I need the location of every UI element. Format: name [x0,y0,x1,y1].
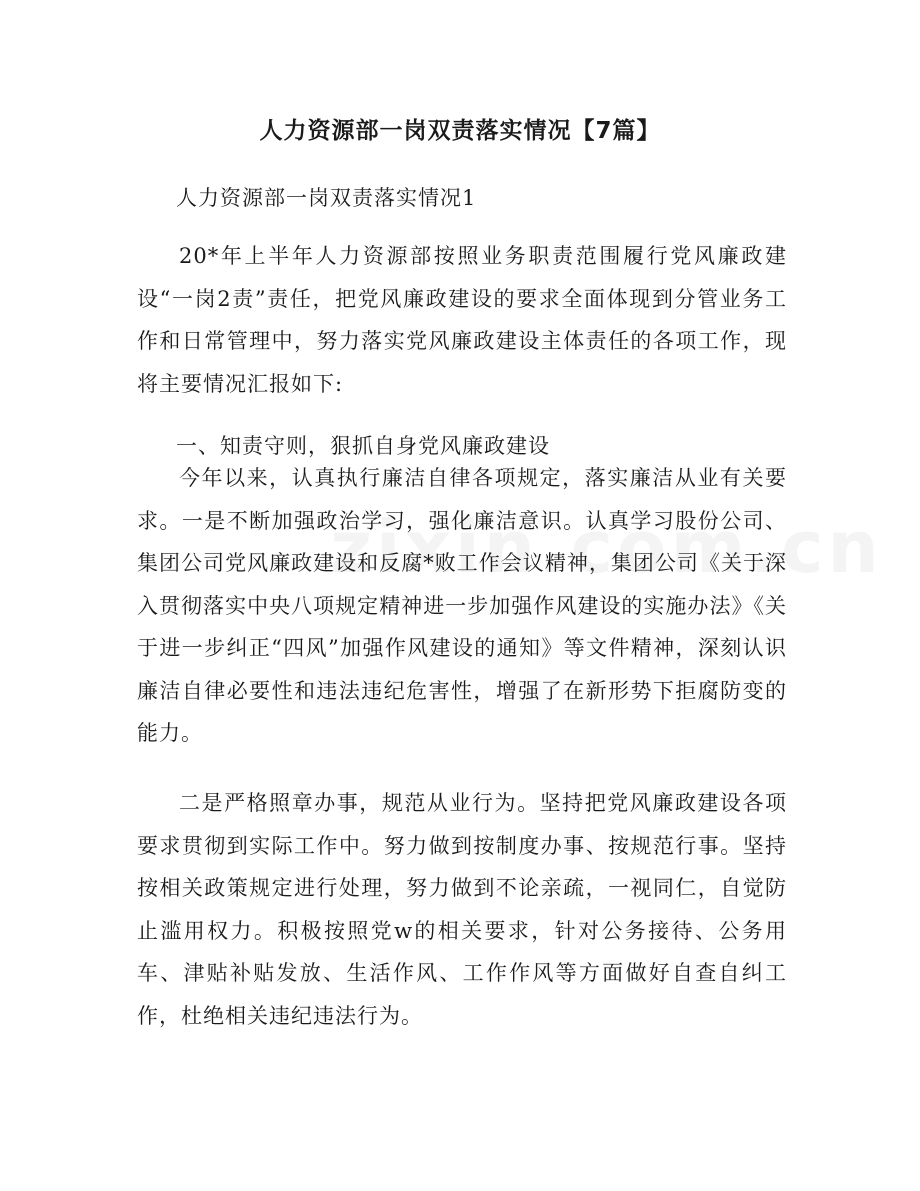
paragraph-regulated-conduct: 二是严格照章办事，规范从业行为。坚持把党风廉政建设各项要求贯彻到实际工作中。努力做到按制度办事、按规范行事。坚持按相关政策规定进行处理，努力做到不论亲疏，一视同仁，自觉防止滥用权力。积极按照党w的相关要求，针对公务接待、公务用车、津贴补贴发放、生活作风、工作作风等方面做好自查自纠工作，杜绝相关违纪违法行为。 [137,791,787,1028]
section-subtitle: 人力资源部一岗双责落实情况1 [176,186,477,210]
paragraph-self-discipline: 今年以来，认真执行廉洁自律各项规定，落实廉洁从业有关要求。一是不断加强政治学习，强化廉洁意识。认真学习股份公司、集团公司党风廉政建设和反腐*败工作会议精神，集团公司《关于深入贯彻落实中央八项规定精神进一步加强作风建设的实施办法》《关于进一步纠正“四风”加强作风建设的通知》等文件精神，深刻认识廉洁自律必要性和违法违纪危害性，增强了在新形势下拒腐防变的能力。 [137,466,787,745]
section-heading-1: 一、知责守则，狠抓自身党风廉政建设 [176,434,550,458]
document-title: 人力资源部一岗双责落实情况【7篇】 [259,118,661,144]
paragraph-intro: 20*年上半年人力资源部按照业务职责范围履行党风廉政建设“一岗2责”责任，把党风廉政建设的要求全面体现到分管业务工作和日常管理中，努力落实党风廉政建设主体责任的各项工作，现将主要情况汇报如下: [137,244,787,396]
